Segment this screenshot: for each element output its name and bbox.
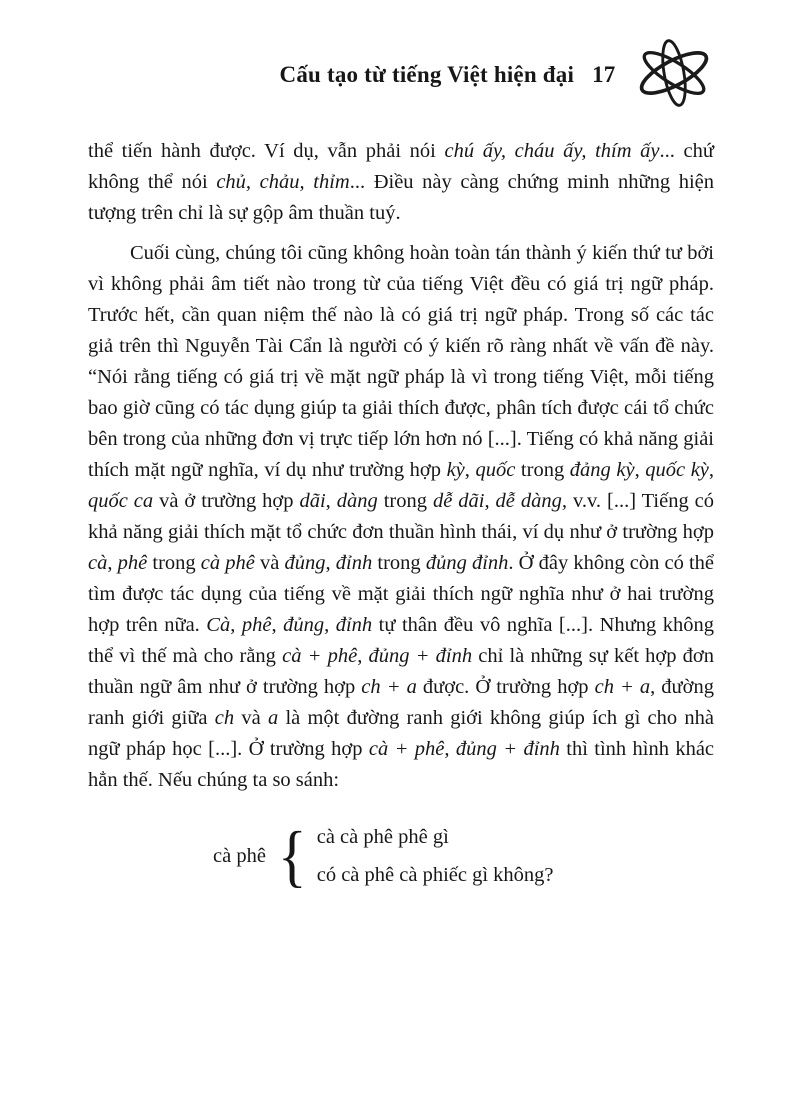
text-run: , (107, 552, 118, 574)
italic-run: đỉnh (335, 552, 373, 574)
page-number: 17 (592, 62, 616, 87)
text-run: , (708, 459, 715, 481)
italic-run: phê (241, 614, 272, 636)
italic-run: kỳ (446, 459, 465, 481)
italic-run: đủng đỉnh (425, 552, 509, 574)
atom-scribble-icon (628, 32, 720, 114)
text-run: , (357, 645, 369, 667)
italic-run: đỉnh (335, 614, 373, 636)
text-run: , (464, 459, 476, 481)
italic-run: đảng kỳ (569, 459, 635, 481)
text-run: , (484, 490, 496, 512)
text-run: , đường ranh giới giữa (88, 676, 715, 729)
paragraph (88, 136, 714, 229)
italic-run: phê (117, 552, 148, 574)
italic-run: chủ, chảu, thỉm (216, 171, 350, 193)
italic-run: ch (214, 707, 235, 729)
text-run: và ở trường hợp (153, 490, 300, 512)
text-run: ... chứ không thể nói (88, 140, 715, 193)
page-title: Cấu tạo từ tiếng Việt hiện đại (279, 62, 575, 87)
body-text (88, 136, 714, 796)
text-run: và (234, 707, 268, 729)
italic-run: đủng + đỉnh (368, 645, 473, 667)
italic-run: đủng + đỉnh (455, 738, 560, 760)
italic-run: dễ dàng, (495, 490, 567, 512)
italic-run: quốc ca (88, 490, 154, 512)
italic-run: đủng (283, 614, 325, 636)
text-run: , (634, 459, 646, 481)
italic-run: quốc kỳ (645, 459, 709, 481)
text-run: chỉ là những sự kết hợp đơn thuần ngữ âm như ở trường hợp (88, 645, 715, 698)
text-run: là một đường ranh giới không giúp ích gì cho nhà ngữ pháp học [...]. Ở trường hợp (88, 707, 714, 760)
text-run: ... Điều này càng chứng minh những hiện tượng trên chỉ là sự gộp âm thuần tuý. (88, 171, 714, 224)
text-run: trong (147, 552, 201, 574)
text-run: v.v. [...] Tiếng có khả năng giải thích mặt tổ chức đơn thuần hình thái, ví dụ như ở trường hợp (88, 490, 715, 543)
italic-run: đủng (284, 552, 326, 574)
text-run: . Ở đây không còn có thể tìm được tác dụng của tiếng về mặt giải thích ngữ nghĩa như ở hai trường hợp trên nữa. (88, 552, 715, 636)
text-run: , (230, 614, 242, 636)
italic-run: chú ấy, cháu ấy, thím ấy (444, 140, 660, 162)
italic-run: dãi (299, 490, 326, 512)
text-run: được. Ở trường hợp (416, 676, 595, 698)
text-run: Cuối cùng, chúng tôi cũng không hoàn toàn tán thành ý kiến thứ tư bởi vì không phải âm tiết nào trong từ của tiếng Việt đều có giá trị ngữ pháp. Trước hết, cần quan niệm thế nào là có giá trị ngữ pháp. Trong số các tác giả trên thì Nguyễn Tài Cẩn là người có ý kiến rõ ràng nhất về vấn đề này. “Nói rằng tiếng có giá trị về mặt ngữ pháp là vì trong tiếng Việt, mỗi tiếng bao giờ cũng có tác dụng giúp ta giải thích được, phân tích được cái tổ chức bên trong của những đơn vị trực tiếp lớn hơn nó [...]. Tiếng có khả năng giải thích mặt ngữ nghĩa, ví dụ như trường hợp (88, 242, 714, 481)
brace-glyph: { (277, 818, 307, 894)
example-label: cà phê (213, 844, 266, 867)
text-run: và (254, 552, 285, 574)
text-run: , (271, 614, 284, 636)
italic-run: cà + phê (368, 738, 445, 760)
text-run: thì tình hình khác hẳn thế. Nếu chúng ta so sánh: (88, 738, 715, 791)
italic-run: cà (88, 552, 108, 574)
italic-run: dàng (336, 490, 378, 512)
italic-run: ch + a (361, 676, 417, 698)
italic-run: Cà (206, 614, 231, 636)
text-run: , (325, 490, 337, 512)
text-run: thể tiến hành được. Ví dụ, vẫn phải nói (88, 140, 445, 162)
text-run: , (444, 738, 456, 760)
italic-run: cà phê (200, 552, 255, 574)
text-run: trong (377, 490, 433, 512)
italic-run: cà + phê (282, 645, 358, 667)
example-line: có cà phê cà phiếc gì không? (316, 864, 554, 886)
example-block (213, 818, 800, 894)
example-lines (317, 818, 554, 894)
italic-run: a (267, 707, 279, 729)
example-line: cà cà phê phê gì (316, 826, 449, 848)
italic-run: ch + a (594, 676, 651, 698)
paragraph (88, 238, 714, 796)
text-run: , (324, 614, 336, 636)
text-run: trong (372, 552, 426, 574)
text-run: tự thân đều vô nghĩa [...]. Nhưng không thể vì thế mà cho rằng (88, 614, 714, 667)
text-run: trong (515, 459, 570, 481)
italic-run: quốc (475, 459, 516, 481)
italic-run: dễ dãi (432, 490, 485, 512)
text-run: , (325, 552, 336, 574)
